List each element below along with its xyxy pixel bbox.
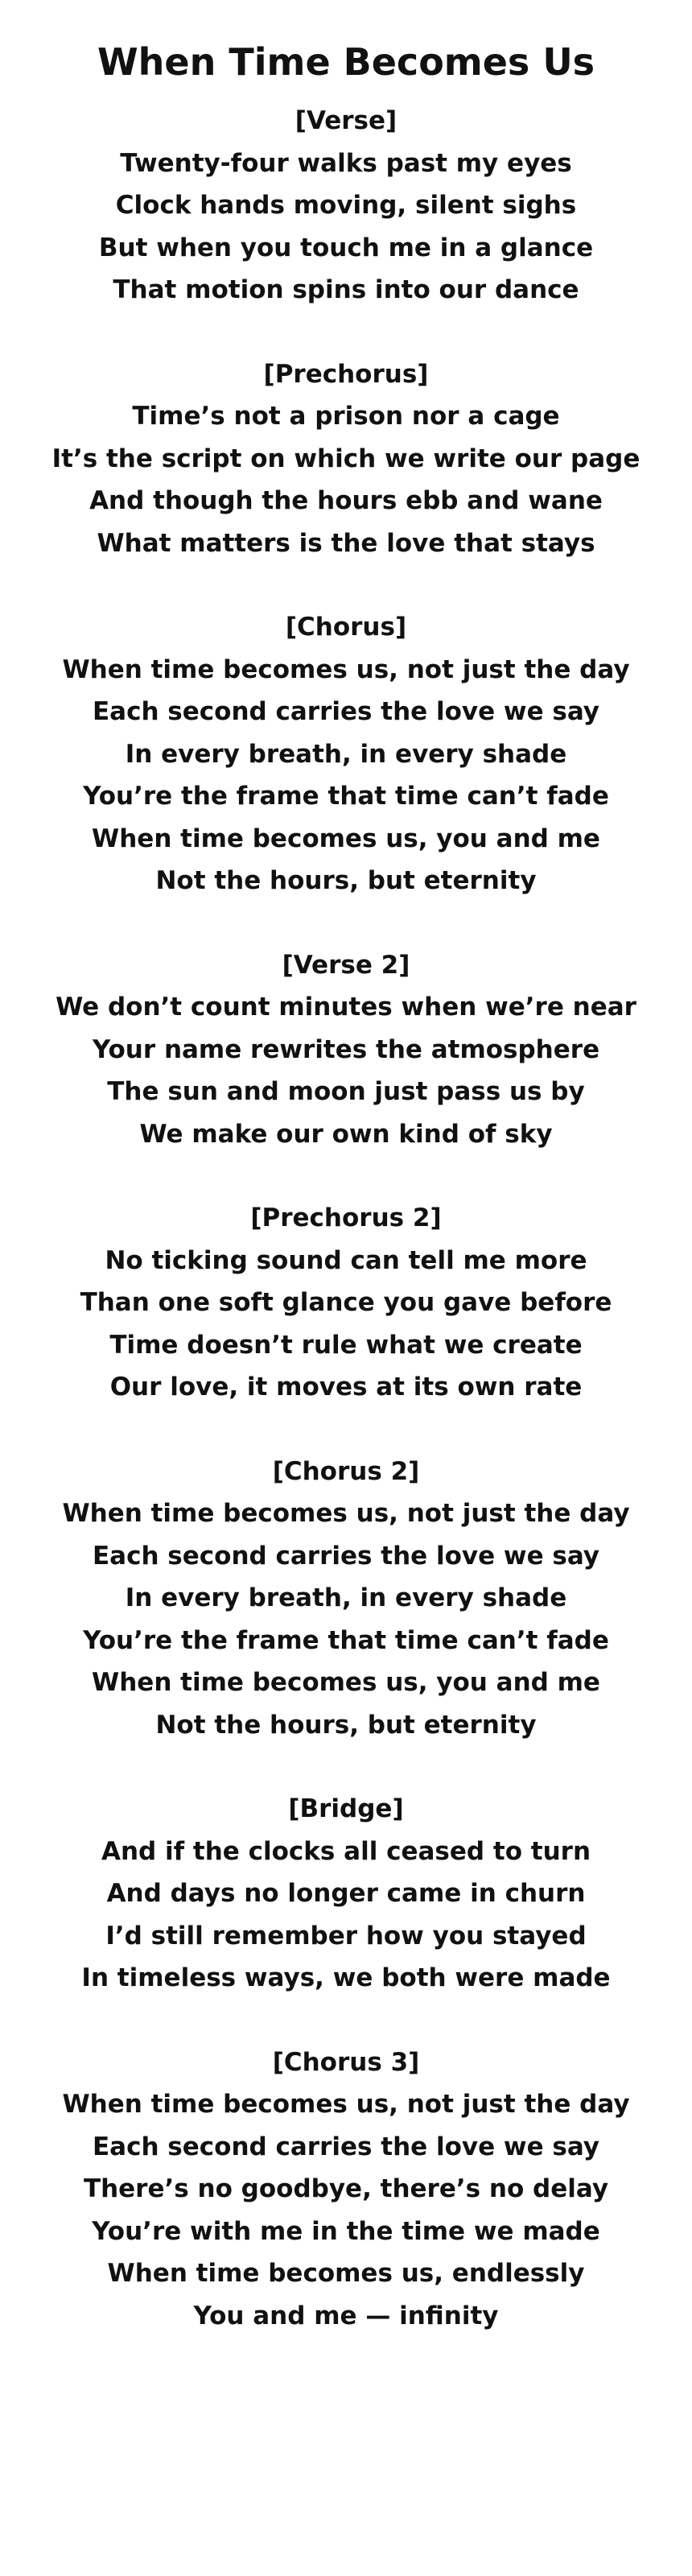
lyric-line: When time becomes us, you and me bbox=[92, 824, 600, 853]
lyrics-section bbox=[0, 944, 692, 1156]
lyric-line: No ticking sound can tell me more bbox=[105, 1245, 587, 1275]
song-title: When Time Becomes Us bbox=[97, 40, 595, 84]
lyric-line: You’re the frame that time can’t fade bbox=[83, 782, 609, 811]
lyric-line: The sun and moon just pass us by bbox=[107, 1077, 585, 1106]
lyric-line: But when you touch me in a glance bbox=[98, 233, 594, 262]
lyric-line: It’s the script on which we write our page bbox=[51, 444, 641, 473]
section-label: [Chorus 3] bbox=[272, 2047, 420, 2077]
lyric-line: We don’t count minutes when we’re near bbox=[56, 993, 636, 1022]
lyric-line: You’re the frame that time can’t fade bbox=[83, 1625, 609, 1655]
lyric-line: Each second carries the love we say bbox=[92, 1541, 600, 1571]
lyric-line: You and me — infinity bbox=[193, 2301, 499, 2330]
section-label: [Bridge] bbox=[288, 1794, 404, 1823]
lyric-line: When time becomes us, you and me bbox=[92, 1668, 600, 1697]
lyric-line: Your name rewrites the atmosphere bbox=[92, 1034, 600, 1064]
lyric-line: You’re with me in the time we made bbox=[92, 2216, 600, 2246]
section-label: [Prechorus] bbox=[263, 359, 429, 389]
section-label: [Prechorus 2] bbox=[250, 1203, 442, 1232]
lyric-line: When time becomes us, not just the day bbox=[62, 2090, 630, 2119]
lyrics-section bbox=[0, 1451, 692, 1747]
section-label: [Verse] bbox=[295, 106, 397, 135]
lyric-line: And though the hours ebb and wane bbox=[89, 486, 603, 515]
lyric-line: Not the hours, but eternity bbox=[155, 866, 537, 895]
lyric-line: Each second carries the love we say bbox=[92, 2132, 600, 2161]
lyrics-section bbox=[0, 1788, 692, 2000]
lyric-line: That motion spins into our dance bbox=[113, 275, 579, 304]
section-label: [Chorus] bbox=[285, 613, 407, 642]
lyric-line: In every breath, in every shade bbox=[125, 739, 567, 769]
lyric-line: Time’s not a prison nor a cage bbox=[132, 402, 560, 431]
lyrics-section bbox=[0, 353, 692, 565]
lyric-line: Clock hands moving, silent sighs bbox=[115, 191, 577, 220]
lyrics-section bbox=[0, 1197, 692, 1409]
lyrics-section bbox=[0, 2041, 692, 2338]
lyrics-section bbox=[0, 606, 692, 902]
lyric-line: Time doesn’t rule what we create bbox=[109, 1330, 583, 1360]
section-label: [Chorus 2] bbox=[272, 1456, 420, 1486]
lyric-line: I’d still remember how you stayed bbox=[105, 1921, 587, 1951]
lyric-line: When time becomes us, not just the day bbox=[62, 1499, 630, 1528]
lyric-line: In timeless ways, we both were made bbox=[81, 1963, 611, 1992]
lyrics-sections bbox=[0, 100, 692, 2337]
lyric-line: When time becomes us, not just the day bbox=[62, 654, 630, 684]
lyric-line: When time becomes us, endlessly bbox=[107, 2259, 585, 2288]
lyric-line: And days no longer came in churn bbox=[106, 1879, 586, 1908]
lyric-line: In every breath, in every shade bbox=[125, 1583, 567, 1612]
lyric-line: And if the clocks all ceased to turn bbox=[101, 1836, 591, 1866]
lyric-line: Each second carries the love we say bbox=[92, 697, 600, 726]
lyric-line: Than one soft glance you gave before bbox=[80, 1288, 612, 1317]
section-label: [Verse 2] bbox=[282, 950, 410, 980]
lyric-line: There’s no goodbye, there’s no delay bbox=[83, 2174, 609, 2203]
lyric-line: Our love, it moves at its own rate bbox=[109, 1373, 583, 1402]
lyric-line: We make our own kind of sky bbox=[139, 1119, 553, 1149]
lyric-line: Not the hours, but eternity bbox=[155, 1710, 537, 1740]
lyrics-section bbox=[0, 100, 692, 312]
lyric-line: What matters is the love that stays bbox=[97, 528, 595, 558]
lyric-line: Twenty-four walks past my eyes bbox=[120, 148, 572, 178]
